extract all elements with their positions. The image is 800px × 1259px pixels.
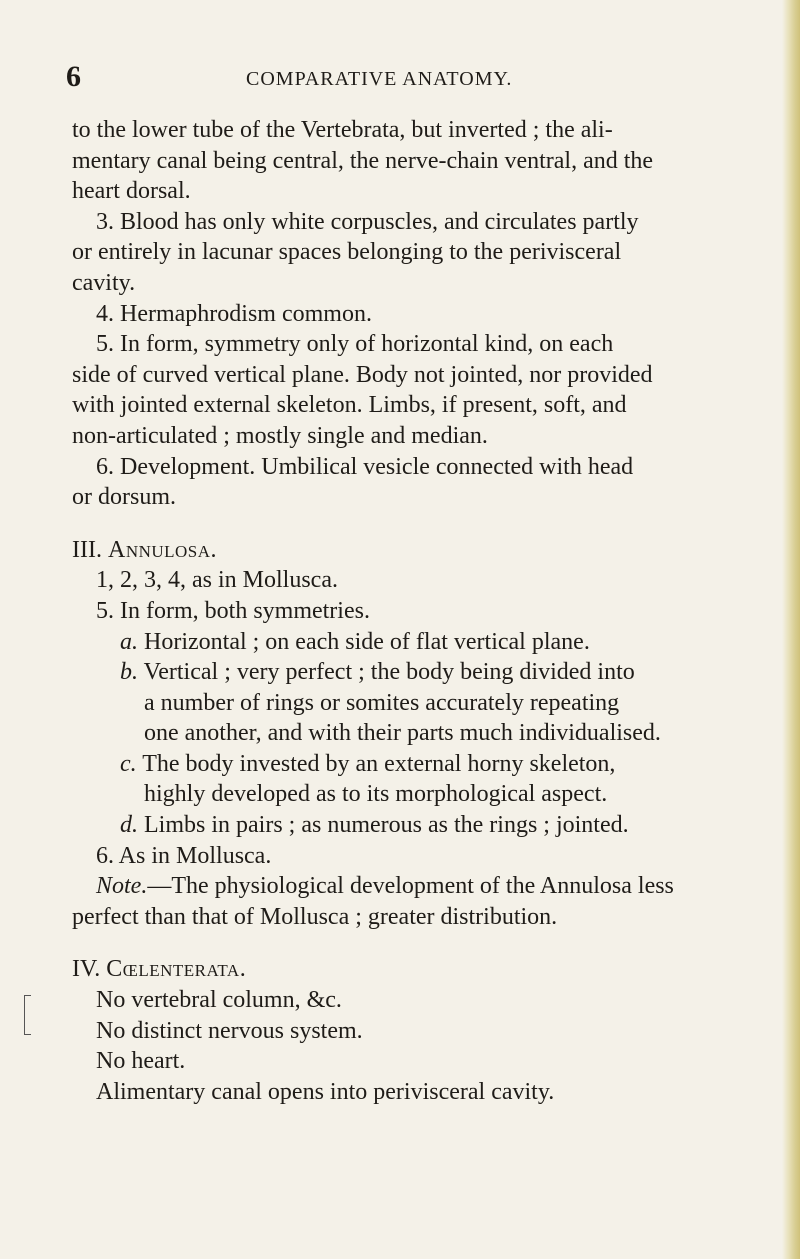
text-line: side of curved vertical plane. Body not jointed, nor provided <box>72 361 653 388</box>
body-text <box>72 115 772 1107</box>
text-line: heart dorsal. <box>72 178 191 205</box>
text-line: highly developed as to its morphological aspect. <box>144 781 608 808</box>
item-letter: b. <box>120 659 138 686</box>
page-header <box>66 62 766 94</box>
section-title: Annulosa. <box>107 536 218 563</box>
text-line: non-articulated ; mostly single and median. <box>72 422 488 449</box>
item-letter: c. <box>120 750 137 777</box>
section-heading-coelenterata <box>72 954 772 985</box>
text-line: cavity. <box>72 269 136 296</box>
text-line: or entirely in lacunar spaces belonging to the perivisceral <box>72 239 622 266</box>
text-line: perfect than that of Mollusca ; greater distribution. <box>72 903 558 930</box>
section-heading-annulosa <box>72 535 772 566</box>
text-line: 6. As in Mollusca. <box>96 842 272 869</box>
text-line: No distinct nervous system. <box>96 1017 363 1044</box>
item-letter: a. <box>120 628 138 655</box>
text-line: 1, 2, 3, 4, as in Mollusca. <box>96 567 338 594</box>
text-line: No heart. <box>96 1048 186 1075</box>
text-line: 5. In form, symmetry only of horizontal kind, on each <box>96 331 614 358</box>
page-number: 6 <box>66 60 81 93</box>
text-line: with jointed external skeleton. Limbs, if present, soft, and <box>72 392 627 419</box>
text-line: 6. Development. Umbilical vesicle connected with head <box>96 453 634 480</box>
text-line: or dorsum. <box>72 484 176 511</box>
text-line: a number of rings or somites accurately repeating <box>144 689 620 716</box>
list-item: b. Vertical ; very perfect ; the body being divided into <box>120 659 635 686</box>
list-item: c. The body invested by an external horny skeleton, <box>120 750 616 777</box>
note-line: Note.—The physiological development of the Annulosa less <box>96 873 674 900</box>
text-line: 5. In form, both symmetries. <box>96 597 370 624</box>
text-line: mentary canal being central, the nerve-chain ventral, and the <box>72 147 654 174</box>
text-line: to the lower tube of the Vertebrata, but inverted ; the ali- <box>72 117 613 143</box>
page-edge <box>782 0 800 1259</box>
section-title: Cœlenterata. <box>106 956 247 983</box>
text-line: 4. Hermaphrodism common. <box>96 300 372 327</box>
section-numeral: III. <box>72 536 102 563</box>
section-numeral: IV. <box>72 956 101 983</box>
margin-bracket <box>24 995 31 1035</box>
text-line: 3. Blood has only white corpuscles, and circulates partly <box>96 208 639 235</box>
item-letter: d. <box>120 812 138 839</box>
list-item: d. Limbs in pairs ; as numerous as the rings ; jointed. <box>120 812 629 839</box>
running-head: COMPARATIVE ANATOMY. <box>246 68 513 90</box>
text-line: Alimentary canal opens into perivisceral cavity. <box>96 1078 555 1105</box>
list-item: a. Horizontal ; on each side of flat vertical plane. <box>120 628 590 655</box>
text-line: No vertebral column, &c. <box>96 987 342 1014</box>
note-label: Note. <box>96 873 148 900</box>
text-line: one another, and with their parts much individualised. <box>144 720 661 747</box>
